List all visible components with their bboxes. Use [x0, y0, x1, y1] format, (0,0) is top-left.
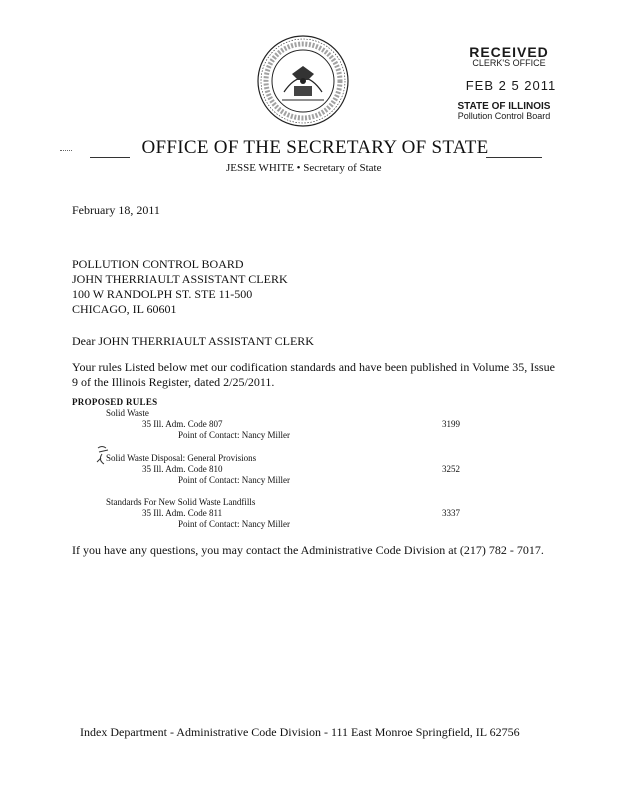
- rule-title: Standards For New Solid Waste Landfills: [106, 497, 256, 507]
- letterhead-title: OFFICE OF THE SECRETARY OF STATE: [141, 137, 489, 158]
- decorative-dots: [60, 150, 72, 151]
- rule-page: 3252: [442, 464, 460, 474]
- footer-address: Index Department - Administrative Code Division - 111 East Monroe Springfield, IL 62756: [80, 725, 520, 739]
- closing-paragraph: If you have any questions, you may contact the Administrative Code Division at (217) 782 - 7017.: [72, 543, 544, 557]
- letterhead-subtitle: JESSE WHITE • Secretary of State: [226, 162, 382, 174]
- body-paragraph: Your rules Listed below met our codification standards and have been published in Volume 35, Issue 9 of the Illinois Register, dated 2/25/2011.: [72, 360, 555, 389]
- stamp-received: RECEIVED: [469, 44, 549, 60]
- rule-code: 35 Ill. Adm. Code 807: [142, 419, 223, 429]
- rule-code: 35 Ill. Adm. Code 811: [142, 508, 223, 518]
- letter-date: February 18, 2011: [72, 203, 160, 217]
- salutation: Dear JOHN THERRIAULT ASSISTANT CLERK: [72, 334, 314, 348]
- address-line: JOHN THERRIAULT ASSISTANT CLERK: [72, 272, 288, 286]
- section-heading: PROPOSED RULES: [72, 397, 158, 407]
- address-line: CHICAGO, IL 60601: [72, 302, 177, 316]
- stamp-state: STATE OF ILLINOIS: [457, 101, 551, 112]
- received-stamp: [446, 44, 562, 121]
- rule-page: 3337: [442, 508, 460, 518]
- stamp-board: Pollution Control Board: [457, 111, 551, 121]
- stamp-clerk-office: CLERK'S OFFICE: [472, 58, 546, 68]
- rule-contact: Point of Contact: Nancy Miller: [178, 430, 290, 440]
- rule-contact: Point of Contact: Nancy Miller: [178, 475, 290, 485]
- address-line: 100 W RANDOLPH ST. STE 11-500: [72, 287, 253, 301]
- rule-code: 35 Ill. Adm. Code 810: [142, 464, 223, 474]
- state-seal: [256, 34, 350, 128]
- rule-contact: Point of Contact: Nancy Miller: [178, 519, 290, 529]
- rule-page: 3199: [442, 419, 460, 429]
- handwritten-mark: [96, 444, 112, 466]
- letterhead-rule-right: [486, 157, 542, 158]
- rule-title: Solid Waste Disposal: General Provisions: [106, 453, 257, 463]
- stamp-date: FEB 2 5 2011: [465, 78, 557, 93]
- address-line: POLLUTION CONTROL BOARD: [72, 257, 244, 271]
- rule-title: Solid Waste: [106, 408, 149, 418]
- recipient-address: [72, 257, 288, 317]
